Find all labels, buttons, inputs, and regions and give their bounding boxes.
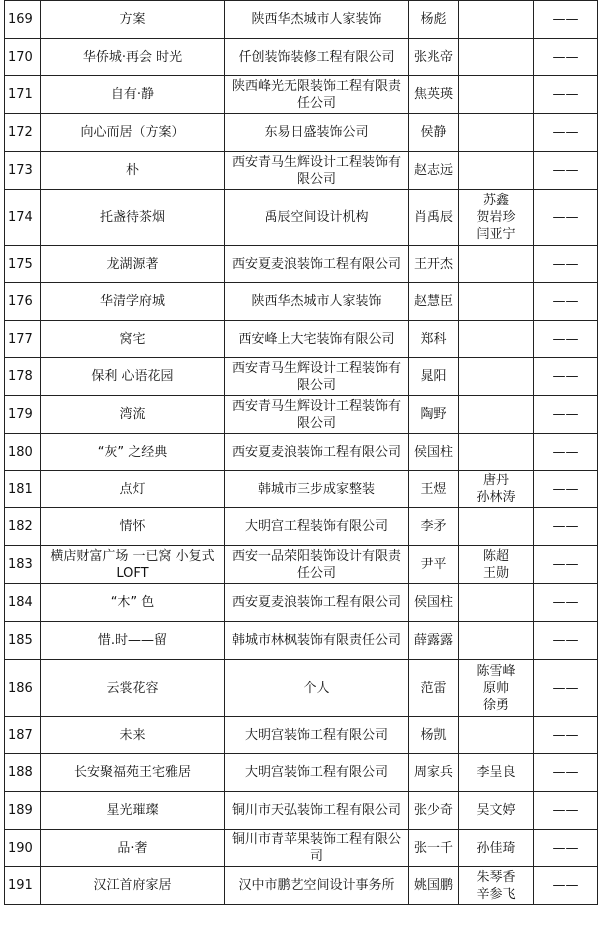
score-cell: —— <box>534 39 598 76</box>
project-name-cell: 品·奢 <box>41 830 225 867</box>
designer-cell: 侯国柱 <box>409 584 459 622</box>
project-name-cell: 窝宅 <box>41 321 225 358</box>
company-cell: 个人 <box>225 660 409 717</box>
project-name-cell: 情怀 <box>41 508 225 546</box>
score-cell: —— <box>534 660 598 717</box>
project-name-cell: 朴 <box>41 152 225 190</box>
score-cell: —— <box>534 792 598 830</box>
company-cell: 陕西华杰城市人家装饰 <box>225 283 409 321</box>
collaborators-cell: 陈雪峰 原帅 徐勇 <box>459 660 534 717</box>
table-row <box>5 546 598 584</box>
score-cell: —— <box>534 717 598 754</box>
collaborators-cell: 唐丹 孙林涛 <box>459 471 534 508</box>
company-cell: 仟创装饰装修工程有限公司 <box>225 39 409 76</box>
table-row <box>5 190 598 246</box>
project-name-cell: 汉江首府家居 <box>41 867 225 905</box>
row-number: 171 <box>5 76 41 114</box>
designer-cell: 张一千 <box>409 830 459 867</box>
company-cell: 大明宫装饰工程有限公司 <box>225 717 409 754</box>
project-name-cell: 龙湖源著 <box>41 246 225 283</box>
score-cell: —— <box>534 76 598 114</box>
company-cell: 西安夏麦浪装饰工程有限公司 <box>225 584 409 622</box>
company-cell: 西安青马生辉设计工程装饰有限公司 <box>225 152 409 190</box>
table-row <box>5 584 598 622</box>
designer-cell: 薛露露 <box>409 622 459 660</box>
row-number: 188 <box>5 754 41 792</box>
company-cell: 西安一品荣阳装饰设计有限责任公司 <box>225 546 409 584</box>
collaborators-cell <box>459 152 534 190</box>
company-cell: 西安峰上大宅装饰有限公司 <box>225 321 409 358</box>
company-cell: 铜川市天弘装饰工程有限公司 <box>225 792 409 830</box>
company-cell: 韩城市林枫装饰有限责任公司 <box>225 622 409 660</box>
project-name-cell: 星光璀璨 <box>41 792 225 830</box>
entries-table <box>4 0 598 905</box>
score-cell: —— <box>534 283 598 321</box>
score-cell: —— <box>534 471 598 508</box>
collaborators-cell <box>459 584 534 622</box>
table-row <box>5 152 598 190</box>
table-row <box>5 508 598 546</box>
table-row <box>5 39 598 76</box>
designer-cell: 姚国鹏 <box>409 867 459 905</box>
designer-cell: 尹平 <box>409 546 459 584</box>
designer-cell: 杨彪 <box>409 1 459 39</box>
row-number: 172 <box>5 114 41 152</box>
company-cell: 西安夏麦浪装饰工程有限公司 <box>225 246 409 283</box>
collaborators-cell <box>459 283 534 321</box>
row-number: 178 <box>5 358 41 396</box>
score-cell: —— <box>534 152 598 190</box>
project-name-cell: 云裳花容 <box>41 660 225 717</box>
table-row <box>5 1 598 39</box>
company-cell: 禹辰空间设计机构 <box>225 190 409 246</box>
row-number: 189 <box>5 792 41 830</box>
table-row <box>5 358 598 396</box>
row-number: 186 <box>5 660 41 717</box>
designer-cell: 张少奇 <box>409 792 459 830</box>
collaborators-cell: 李呈良 <box>459 754 534 792</box>
collaborators-cell: 苏鑫 贺岩珍 闫亚宁 <box>459 190 534 246</box>
collaborators-cell: 吴文婷 <box>459 792 534 830</box>
designer-cell: 张兆帝 <box>409 39 459 76</box>
project-name-cell: 向心而居（方案） <box>41 114 225 152</box>
designer-cell: 王开杰 <box>409 246 459 283</box>
score-cell: —— <box>534 546 598 584</box>
designer-cell: 陶野 <box>409 396 459 434</box>
score-cell: —— <box>534 622 598 660</box>
designer-cell: 赵慧臣 <box>409 283 459 321</box>
project-name-cell: 惜.时——留 <box>41 622 225 660</box>
designer-cell: 焦英瑛 <box>409 76 459 114</box>
score-cell: —— <box>534 1 598 39</box>
company-cell: 大明宫工程装饰有限公司 <box>225 508 409 546</box>
project-name-cell: 自有·静 <box>41 76 225 114</box>
row-number: 176 <box>5 283 41 321</box>
designer-cell: 李矛 <box>409 508 459 546</box>
designer-cell: 晁阳 <box>409 358 459 396</box>
project-name-cell: 点灯 <box>41 471 225 508</box>
collaborators-cell <box>459 396 534 434</box>
score-cell: —— <box>534 321 598 358</box>
row-number: 182 <box>5 508 41 546</box>
row-number: 181 <box>5 471 41 508</box>
row-number: 169 <box>5 1 41 39</box>
score-cell: —— <box>534 830 598 867</box>
table-row <box>5 76 598 114</box>
project-name-cell: 华侨城·再会 时光 <box>41 39 225 76</box>
collaborators-cell <box>459 114 534 152</box>
company-cell: 韩城市三步成家整装 <box>225 471 409 508</box>
table-row <box>5 622 598 660</box>
project-name-cell: “灰” 之经典 <box>41 434 225 471</box>
project-name-cell: 横店财富广场 一已窝 小复式 LOFT <box>41 546 225 584</box>
score-cell: —— <box>534 358 598 396</box>
project-name-cell: 未来 <box>41 717 225 754</box>
row-number: 180 <box>5 434 41 471</box>
collaborators-cell <box>459 1 534 39</box>
score-cell: —— <box>534 754 598 792</box>
row-number: 185 <box>5 622 41 660</box>
company-cell: 陕西华杰城市人家装饰 <box>225 1 409 39</box>
score-cell: —— <box>534 434 598 471</box>
collaborators-cell <box>459 39 534 76</box>
score-cell: —— <box>534 114 598 152</box>
row-number: 177 <box>5 321 41 358</box>
collaborators-cell: 孙佳琦 <box>459 830 534 867</box>
collaborators-cell: 陈超 王勋 <box>459 546 534 584</box>
designer-cell: 肖禹辰 <box>409 190 459 246</box>
designer-cell: 侯静 <box>409 114 459 152</box>
score-cell: —— <box>534 867 598 905</box>
row-number: 184 <box>5 584 41 622</box>
table-row <box>5 114 598 152</box>
project-name-cell: 托盏待茶烟 <box>41 190 225 246</box>
table-row <box>5 471 598 508</box>
table-row <box>5 434 598 471</box>
designer-cell: 范雷 <box>409 660 459 717</box>
score-cell: —— <box>534 584 598 622</box>
collaborators-cell <box>459 717 534 754</box>
company-cell: 西安夏麦浪装饰工程有限公司 <box>225 434 409 471</box>
collaborators-cell <box>459 358 534 396</box>
collaborators-cell: 朱琴香 辛参飞 <box>459 867 534 905</box>
company-cell: 大明宫装饰工程有限公司 <box>225 754 409 792</box>
row-number: 187 <box>5 717 41 754</box>
table-row <box>5 754 598 792</box>
table-row <box>5 717 598 754</box>
table-row <box>5 283 598 321</box>
table-row <box>5 830 598 867</box>
company-cell: 西安青马生辉设计工程装饰有限公司 <box>225 358 409 396</box>
row-number: 170 <box>5 39 41 76</box>
company-cell: 陕西峰光无限装饰工程有限责任公司 <box>225 76 409 114</box>
designer-cell: 周家兵 <box>409 754 459 792</box>
collaborators-cell <box>459 622 534 660</box>
score-cell: —— <box>534 508 598 546</box>
collaborators-cell <box>459 321 534 358</box>
collaborators-cell <box>459 246 534 283</box>
company-cell: 东易日盛装饰公司 <box>225 114 409 152</box>
designer-cell: 王煜 <box>409 471 459 508</box>
project-name-cell: 方案 <box>41 1 225 39</box>
table-row <box>5 867 598 905</box>
score-cell: —— <box>534 190 598 246</box>
designer-cell: 赵志远 <box>409 152 459 190</box>
row-number: 191 <box>5 867 41 905</box>
project-name-cell: 华清学府城 <box>41 283 225 321</box>
table-row <box>5 660 598 717</box>
row-number: 175 <box>5 246 41 283</box>
score-cell: —— <box>534 246 598 283</box>
table-row <box>5 792 598 830</box>
company-cell: 汉中市鹏艺空间设计事务所 <box>225 867 409 905</box>
designer-cell: 侯国柱 <box>409 434 459 471</box>
table-row <box>5 246 598 283</box>
collaborators-cell <box>459 508 534 546</box>
project-name-cell: 保利 心语花园 <box>41 358 225 396</box>
designer-cell: 郑科 <box>409 321 459 358</box>
row-number: 183 <box>5 546 41 584</box>
table-row <box>5 396 598 434</box>
project-name-cell: 长安聚福苑王宅雅居 <box>41 754 225 792</box>
company-cell: 铜川市青苹果装饰工程有限公司 <box>225 830 409 867</box>
company-cell: 西安青马生辉设计工程装饰有限公司 <box>225 396 409 434</box>
collaborators-cell <box>459 434 534 471</box>
row-number: 174 <box>5 190 41 246</box>
row-number: 190 <box>5 830 41 867</box>
row-number: 179 <box>5 396 41 434</box>
project-name-cell: 湾流 <box>41 396 225 434</box>
collaborators-cell <box>459 76 534 114</box>
designer-cell: 杨凯 <box>409 717 459 754</box>
project-name-cell: “木” 色 <box>41 584 225 622</box>
table-row <box>5 321 598 358</box>
row-number: 173 <box>5 152 41 190</box>
score-cell: —— <box>534 396 598 434</box>
